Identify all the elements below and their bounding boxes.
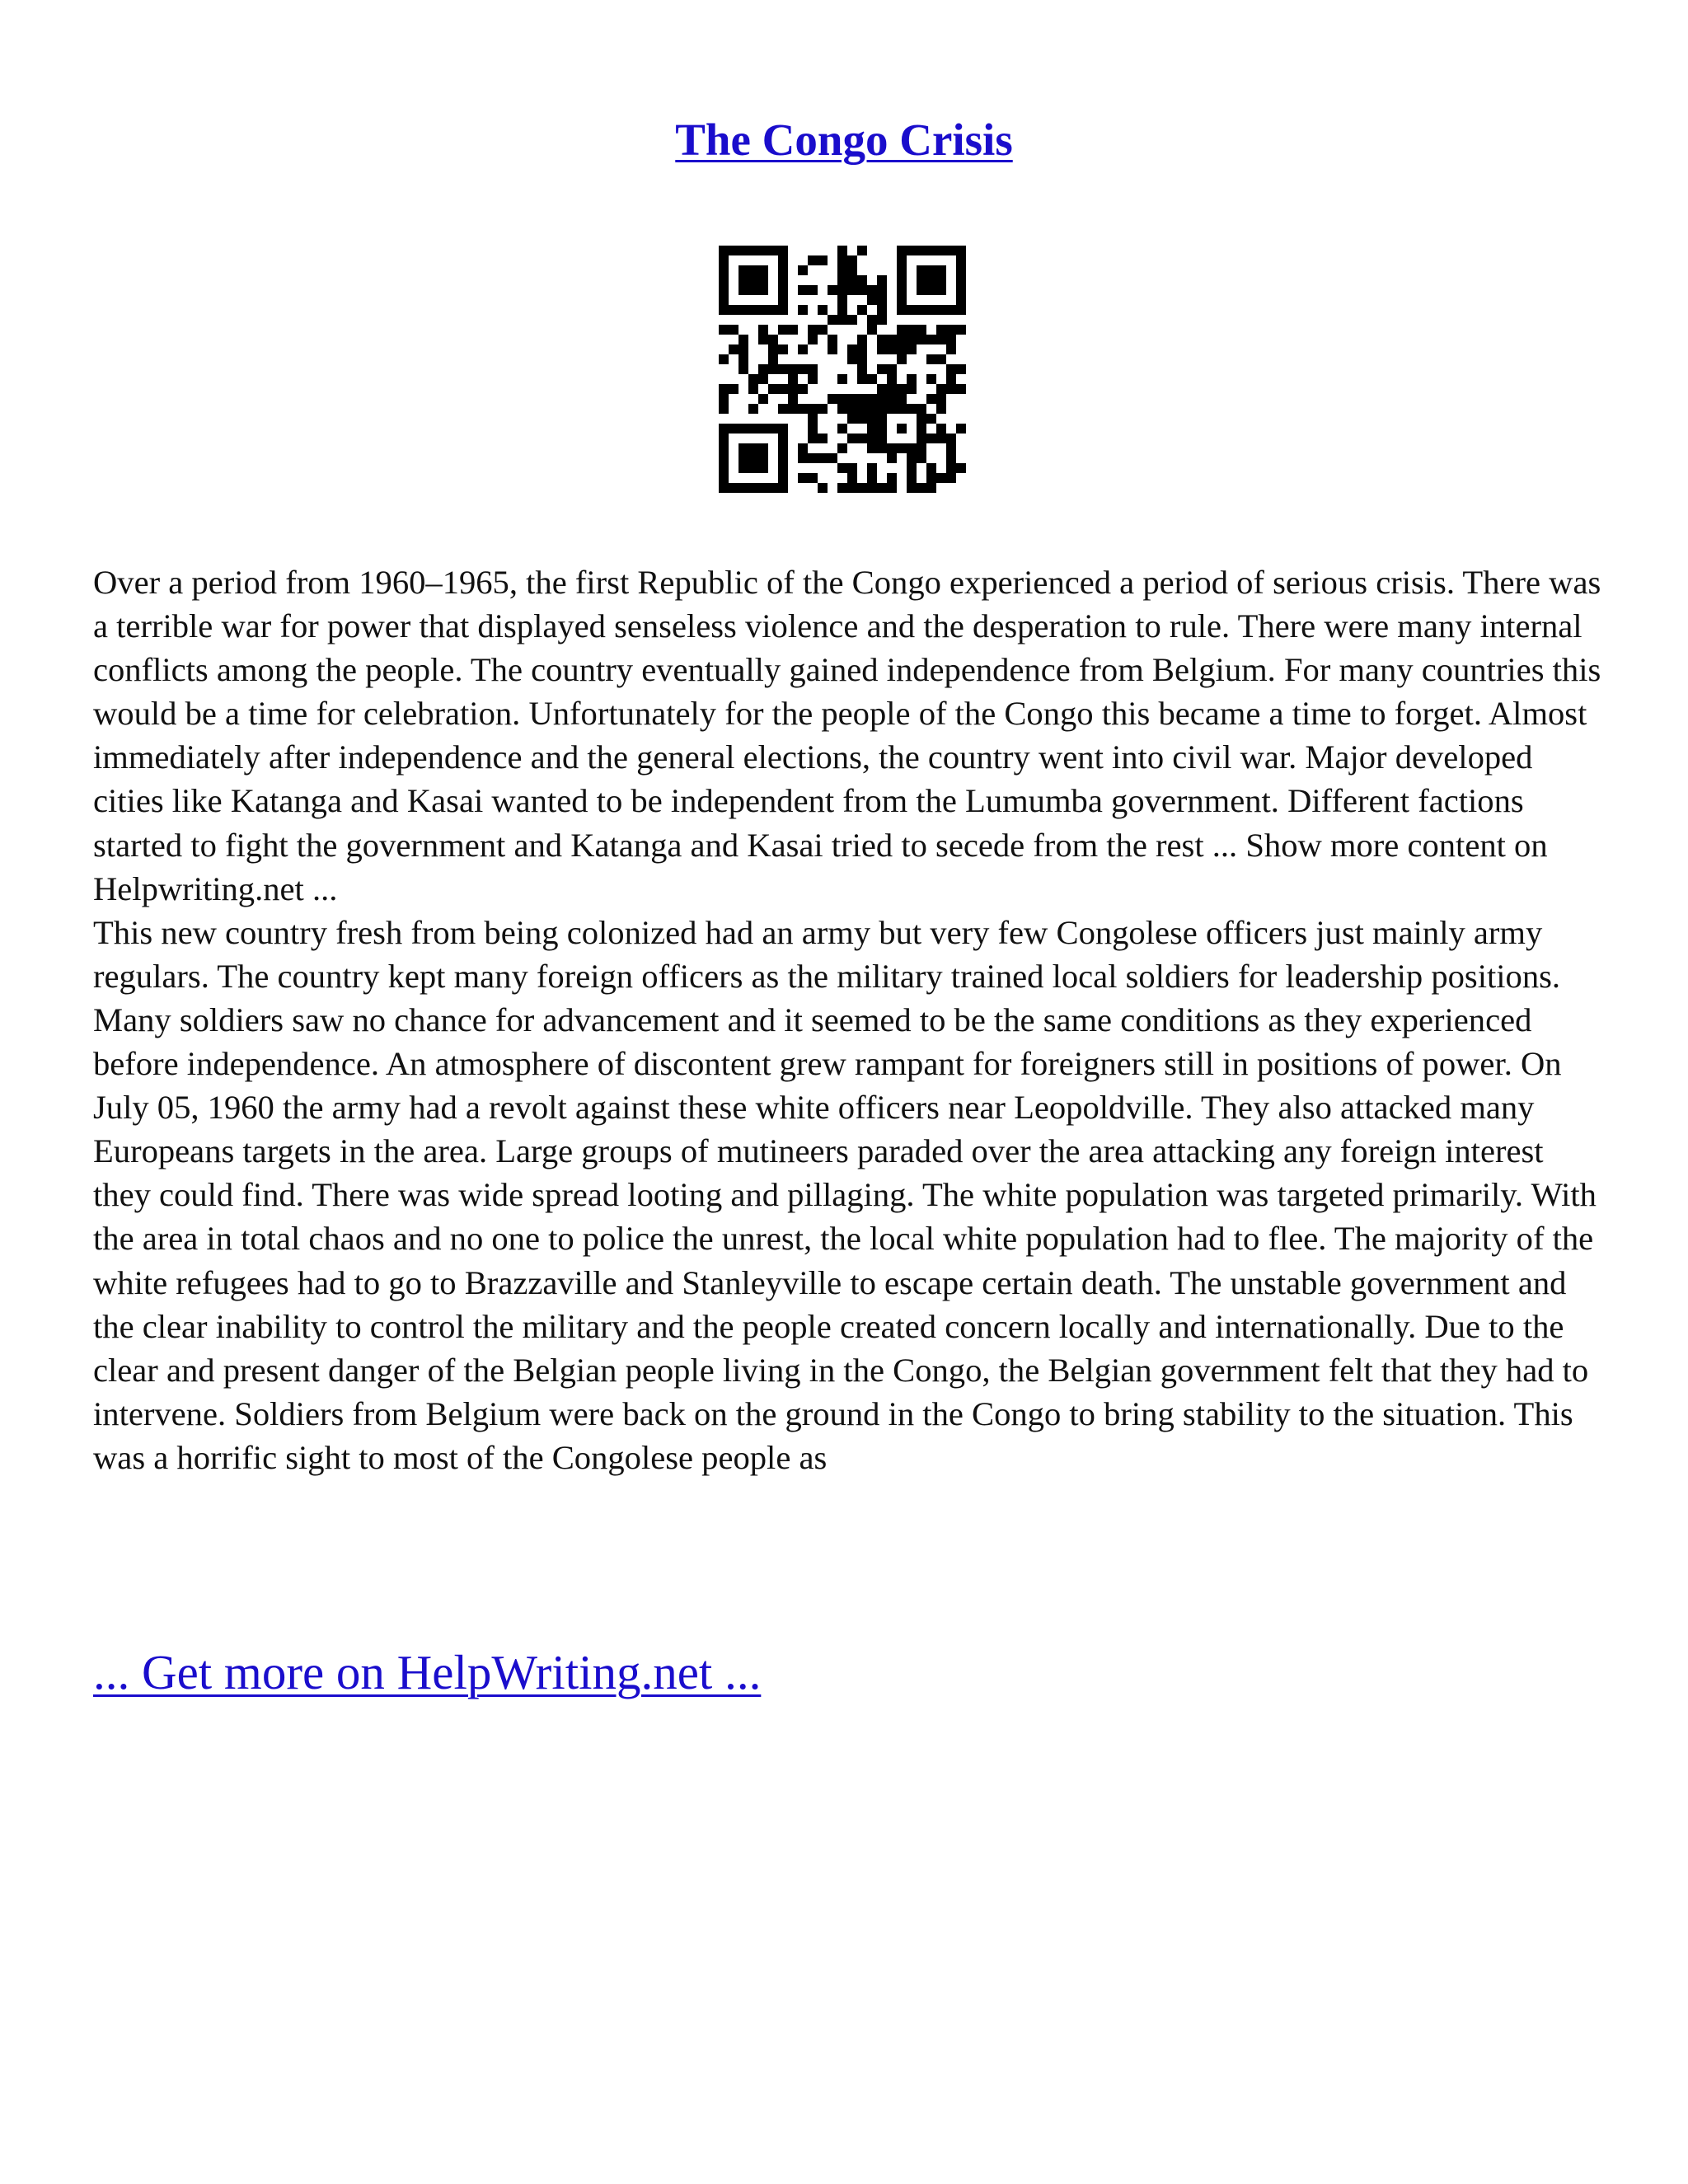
- paragraph-2: This new country fresh from being colonized had an army but very few Congolese officers just mainly army regulars. The country kept many foreign officers as the military trained local soldiers for leadership positions. Many soldiers saw no chance for advancement and it seemed to be the same conditions as they experienced before independence. An atmosphere of discontent grew rampant for foreigners still in positions of power. On July 05, 1960 the army had a revolt against these white officers near Leopoldville. They also attacked many Europeans targets in the area. Large groups of mutineers paraded over the area attacking any foreign interest they could find. There was wide spread looting and pillaging. The white population was targeted primarily. With the area in total chaos and no one to police the unrest, the local white population had to flee. The majority of the white refugees had to go to Brazzaville and Stanleyville to escape certain death. The unstable government and the clear inability to control the military and the people created concern locally and internationally. Due to the clear and present danger of the Belgian people living in the Congo, the Belgian government felt that they had to intervene. Soldiers from Belgium were back on the ground in the Congo to bring stability to the situation. This was a horrific sight to most of the Congolese people as: [93, 913, 1597, 1476]
- qr-code-icon: [719, 246, 966, 493]
- get-more-link[interactable]: ... Get more on HelpWriting.net ...: [93, 1645, 762, 1699]
- article-body: [93, 560, 1601, 1479]
- title-container: [0, 114, 1688, 166]
- paragraph-1: Over a period from 1960–1965, the first Republic of the Congo experienced a period of serious crisis. There was a terrible war for power that displayed senseless violence and the desperation to rule. There were many internal conflicts among the people. The country eventually gained independence from Belgium. For many countries this would be a time for celebration. Unfortunately for the people of the Congo this became a time to forget. Almost immediately after independence and the general elections, the country went into civil war. Major developed cities like Katanga and Kasai wanted to be independent from the Lumumba government. Different factions started to fight the government and Katanga and Kasai tried to secede from the rest ... Show more content on Helpwriting.net ...: [93, 564, 1601, 907]
- page-title-link[interactable]: The Congo Crisis: [675, 115, 1013, 165]
